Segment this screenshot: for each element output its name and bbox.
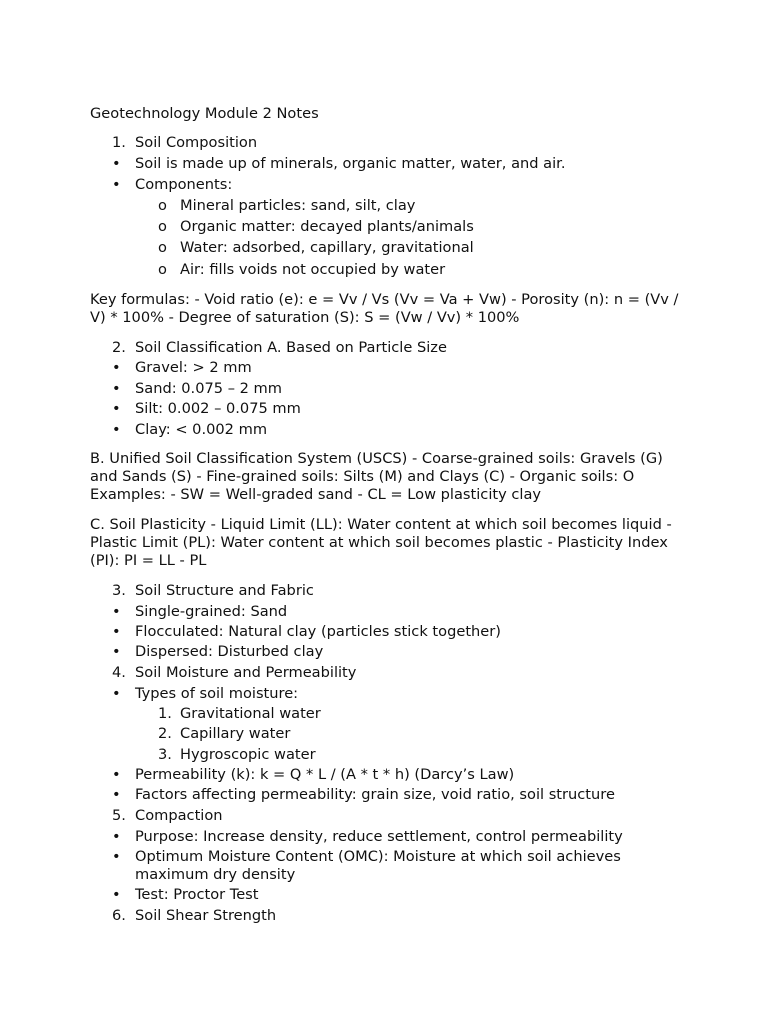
section-heading: Soil Structure and Fabric bbox=[135, 582, 314, 599]
list-item: Test: Proctor Test bbox=[135, 886, 259, 903]
list-number: 3. bbox=[112, 582, 126, 599]
list-item: Optimum Moisture Content (OMC): Moisture at which soil achieves bbox=[135, 848, 621, 865]
sub-list-item: Water: adsorbed, capillary, gravitational bbox=[180, 239, 474, 256]
bullet-marker: • bbox=[112, 828, 121, 845]
list-number: 6. bbox=[112, 907, 126, 924]
bullet-marker: • bbox=[112, 685, 121, 702]
section-heading: Soil Composition bbox=[135, 134, 258, 151]
list-item: Purpose: Increase density, reduce settlement, control permeability bbox=[135, 828, 623, 845]
bullet-marker: • bbox=[112, 848, 121, 865]
bullet-marker: • bbox=[112, 603, 121, 620]
sub-list-item: Organic matter: decayed plants/animals bbox=[180, 218, 474, 235]
list-item: Components: bbox=[135, 176, 233, 193]
list-number: 4. bbox=[112, 664, 126, 681]
list-number: 5. bbox=[112, 807, 126, 824]
list-item-continuation: maximum dry density bbox=[135, 866, 296, 883]
sub-list-item: Hygroscopic water bbox=[180, 746, 316, 763]
section-heading: Soil Classification A. Based on Particle Size bbox=[135, 339, 447, 356]
bullet-marker: • bbox=[112, 380, 121, 397]
bullet-marker: • bbox=[112, 400, 121, 417]
list-item: Soil is made up of minerals, organic matter, water, and air. bbox=[135, 155, 566, 172]
list-number: 2. bbox=[112, 339, 126, 356]
bullet-marker: • bbox=[112, 886, 121, 903]
bullet-marker: • bbox=[112, 359, 121, 376]
sub-bullet-marker: o bbox=[158, 197, 167, 214]
bullet-marker: • bbox=[112, 766, 121, 783]
key-formulas-paragraph: Key formulas: - Void ratio (e): e = Vv / Vs (Vv = Va + Vw) - Porosity (n): n = (Vv / V) * 100% - Degree of saturation (S): S = (Vw / Vv) * 100% bbox=[90, 291, 679, 326]
list-item: Single-grained: Sand bbox=[135, 603, 288, 620]
uscs-paragraph: B. Unified Soil Classification System (USCS) - Coarse-grained soils: Gravels (G) and Sands (S) - Fine-grained soils: Silts (M) and Clays (C) - Organic soils: O Examples: - SW = Well-graded sand - CL = Low plasticity clay bbox=[90, 450, 663, 503]
bullet-marker: • bbox=[112, 421, 121, 438]
list-item: Silt: 0.002 – 0.075 mm bbox=[135, 400, 301, 417]
section-heading: Soil Moisture and Permeability bbox=[135, 664, 357, 681]
sub-bullet-marker: o bbox=[158, 261, 167, 278]
bullet-marker: • bbox=[112, 623, 121, 640]
bullet-marker: • bbox=[112, 155, 121, 172]
bullet-marker: • bbox=[112, 176, 121, 193]
list-item: Gravel: > 2 mm bbox=[135, 359, 252, 376]
sub-list-number: 1. bbox=[158, 705, 172, 722]
sub-list-number: 2. bbox=[158, 725, 172, 742]
list-item: Factors affecting permeability: grain size, void ratio, soil structure bbox=[135, 786, 615, 803]
list-item: Dispersed: Disturbed clay bbox=[135, 643, 324, 660]
section-heading: Compaction bbox=[135, 807, 223, 824]
document-title: Geotechnology Module 2 Notes bbox=[90, 105, 319, 122]
sub-bullet-marker: o bbox=[158, 218, 167, 235]
bullet-marker: • bbox=[112, 643, 121, 660]
sub-list-number: 3. bbox=[158, 746, 172, 763]
sub-list-item: Mineral particles: sand, silt, clay bbox=[180, 197, 416, 214]
list-item: Flocculated: Natural clay (particles stick together) bbox=[135, 623, 501, 640]
sub-bullet-marker: o bbox=[158, 239, 167, 256]
plasticity-paragraph: C. Soil Plasticity - Liquid Limit (LL): Water content at which soil becomes liquid - Plastic Limit (PL): Water content at which soil becomes plastic - Plasticity Index (PI): PI = LL - PL bbox=[90, 516, 672, 569]
list-item: Clay: < 0.002 mm bbox=[135, 421, 268, 438]
list-number: 1. bbox=[112, 134, 126, 151]
sub-list-item: Capillary water bbox=[180, 725, 291, 742]
list-item: Types of soil moisture: bbox=[135, 685, 299, 702]
list-item: Permeability (k): k = Q * L / (A * t * h) (Darcy’s Law) bbox=[135, 766, 515, 783]
sub-list-item: Gravitational water bbox=[180, 705, 321, 722]
section-heading: Soil Shear Strength bbox=[135, 907, 277, 924]
list-item: Sand: 0.075 – 2 mm bbox=[135, 380, 282, 397]
sub-list-item: Air: fills voids not occupied by water bbox=[180, 261, 446, 278]
bullet-marker: • bbox=[112, 786, 121, 803]
